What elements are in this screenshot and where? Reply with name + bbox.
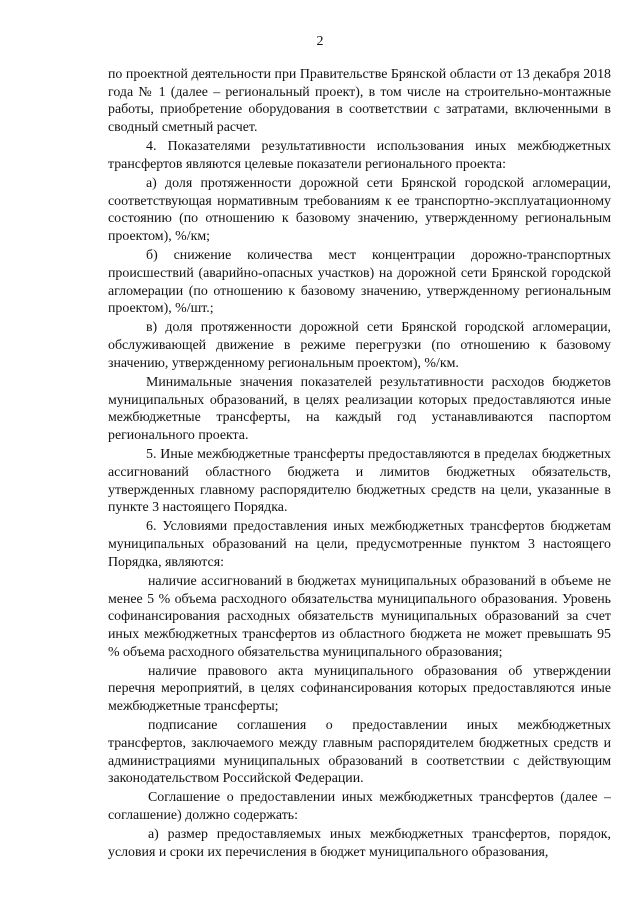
paragraph-condition-allocations: наличие ассигнований в бюджетах муниципальных образований в объеме не менее 5 % объема расходного обязательства муниципального образования. Уровень софинансирования расходных обязательств муниципальных образований за счет иных межбюджетных трансфертов из областного бюджета не может превышать 95 % объема расходного обязательства муниципального образования; (108, 573, 611, 660)
page-number: 2 (316, 34, 324, 49)
body-text (108, 66, 611, 863)
paragraph-condition-legal-act: наличие правового акта муниципального образования об утверждении перечня мероприятий, в целях софинансирования которых предоставляются иные межбюджетные трансферты; (108, 663, 611, 715)
paragraph-indicator-c: в) доля протяженности дорожной сети Брянской городской агломерации, обслуживающей движение в режиме перегрузки (по отношению к базовому значению, утвержденному региональным проектом), %/км. (108, 320, 611, 371)
paragraph-indicator-a: а) доля протяженности дорожной сети Брянской городской агломерации, соответствующая нормативным требованиям к ее транспортно-эксплуатационному состоянию (по отношению к базовому значению, утвержденному региональным проектом), %/км; (108, 176, 611, 245)
paragraph-agreement-item-a: а) размер предоставляемых иных межбюджетных трансфертов, порядок, условия и сроки их перечисления в бюджет муниципального образования, (108, 827, 611, 860)
paragraph-continuation: по проектной деятельности при Правительстве Брянской области от 13 декабря 2018 года № 1 (далее – региональный проект), в том числе на строительно-монтажные работы, приобретение оборудования в соответствии с затратами, включенными в сводный сметный расчет. (108, 67, 611, 136)
paragraph-condition-agreement: подписание соглашения о предоставлении иных межбюджетных трансфертов, заключаемого между главным распорядителем бюджетных средств и администрациями муниципальных образований в соответствии с действующим законодательством Российской Федерации. (108, 718, 611, 787)
paragraph-item-6: 6. Условиями предоставления иных межбюджетных трансфертов бюджетам муниципальных образований на цели, предусмотренные пунктом 3 настоящего Порядка, являются: (108, 519, 611, 570)
paragraph-agreement-contents: Соглашение о предоставлении иных межбюджетных трансфертов (далее – соглашение) должно содержать: (108, 790, 611, 824)
paragraph-item-5: 5. Иные межбюджетные трансферты предоставляются в пределах бюджетных ассигнований областного бюджета и лимитов бюджетных обязательств, утвержденных главному распорядителю бюджетных средств на цели, указанные в пункте 3 настоящего Порядка. (108, 447, 611, 516)
paragraph-minimum-values: Минимальные значения показателей результативности расходов бюджетов муниципальных образований, в целях реализации которых предоставляются иные межбюджетные трансферты, на каждый год устанавливаются паспортом регионального проекта. (108, 374, 611, 444)
paragraph-item-4: 4. Показателями результативности использования иных межбюджетных трансфертов являются целевые показатели регионального проекта: (108, 139, 611, 172)
paragraph-indicator-b: б) снижение количества мест концентрации дорожно-транспортных происшествий (аварийно-опасных участков) на дорожной сети Брянской городской агломерации (по отношению к базовому значению, утвержденному региональным проектом), %/шт.; (108, 248, 611, 317)
